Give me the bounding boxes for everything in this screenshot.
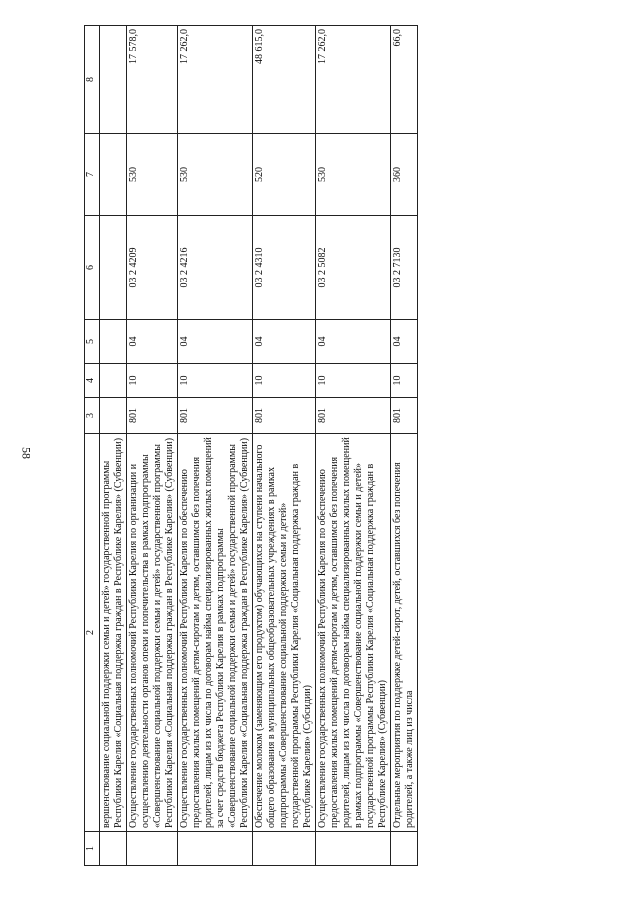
cell-section: 10 <box>391 364 418 398</box>
cell-subsection: 04 <box>127 320 178 364</box>
cell-subsection: 04 <box>391 320 418 364</box>
header-col-5: 5 <box>85 320 100 364</box>
cell-subsection: 04 <box>253 320 316 364</box>
cell-section: 10 <box>316 364 391 398</box>
cell-row-number <box>100 832 127 866</box>
cell-amount: 17 262,0 <box>178 26 253 134</box>
table-row <box>100 26 127 866</box>
table-body <box>100 26 418 866</box>
cell-target-article: 03 2 4310 <box>253 216 316 320</box>
cell-description: Отдельные мероприятия по поддержке детей-сирот, детей, оставшихся без попечения родителей, а также лиц из числа <box>391 434 418 832</box>
header-col-2: 2 <box>85 434 100 832</box>
cell-target-article: 03 2 7130 <box>391 216 418 320</box>
cell-section: 10 <box>253 364 316 398</box>
cell-section <box>100 364 127 398</box>
cell-target-article <box>100 216 127 320</box>
cell-target-article: 03 2 5082 <box>316 216 391 320</box>
cell-subsection: 04 <box>316 320 391 364</box>
cell-ministry-code <box>100 398 127 434</box>
cell-row-number <box>178 832 253 866</box>
cell-expense-type: 530 <box>316 134 391 216</box>
cell-amount: 17 262,0 <box>316 26 391 134</box>
table-row <box>178 26 253 866</box>
cell-description: вершенствование социальной поддержки семьи и детей» государственной программы Республики Карелия «Социальная поддержка граждан в Республике Карелия» (Субвенции) <box>100 434 127 832</box>
cell-description: Обеспечение молоком (заменяющим его продуктом) обучающихся на ступени начального общего образования в муниципальных общеобразовательных учреждениях в рамках подпрограммы «Совершенствование социальной поддержки семьи и детей» государственной программы Республики Карелия «Социальная поддержка граждан в Республике Карелия» (Субсидии) <box>253 434 316 832</box>
header-col-4: 4 <box>85 364 100 398</box>
header-col-1: 1 <box>85 832 100 866</box>
cell-row-number <box>391 832 418 866</box>
cell-subsection: 04 <box>178 320 253 364</box>
header-col-7: 7 <box>85 134 100 216</box>
cell-target-article: 03 2 4216 <box>178 216 253 320</box>
table-header-row <box>85 26 100 866</box>
cell-description: Осуществление государственных полномочий Республики Карелия по обеспечению предоставления жилых помещений детям-сиротам и детям, оставшимся без попечения родителей, лицам из их числа по договорам найма специализированных жилых помещений за счет средств бюджета Республики Карелия в рамках подпрограммы «Совершенствование социальной поддержки семьи и детей» государственной программы Республики Карелия «Социальная поддержка граждан в Республике Карелия» (Субвенции) <box>178 434 253 832</box>
header-col-8: 8 <box>85 26 100 134</box>
header-col-3: 3 <box>85 398 100 434</box>
cell-ministry-code: 801 <box>178 398 253 434</box>
cell-description: Осуществление государственных полномочий Республики Карелия по обеспечению предоставления жилых помещений детям-сиротам и детям, оставшимся без попечения родителей, лицам из их числа по договорам найма специализированных жилых помещений в рамках подпрограммы «Совершенствование социальной поддержки семьи и детей» государственной программы Республики Карелия «Социальная поддержка граждан в Республике Карелия» (Субвенции) <box>316 434 391 832</box>
cell-target-article: 03 2 4209 <box>127 216 178 320</box>
page-number: 58 <box>19 447 34 459</box>
cell-section: 10 <box>178 364 253 398</box>
cell-expense-type <box>100 134 127 216</box>
rotated-content <box>84 26 640 866</box>
cell-ministry-code: 801 <box>316 398 391 434</box>
cell-amount <box>100 26 127 134</box>
cell-ministry-code: 801 <box>127 398 178 434</box>
table-row <box>391 26 418 866</box>
cell-row-number <box>316 832 391 866</box>
table-row <box>127 26 178 866</box>
table-row <box>316 26 391 866</box>
cell-ministry-code: 801 <box>253 398 316 434</box>
cell-section: 10 <box>127 364 178 398</box>
cell-expense-type: 530 <box>178 134 253 216</box>
table-row <box>253 26 316 866</box>
cell-ministry-code: 801 <box>391 398 418 434</box>
cell-expense-type: 520 <box>253 134 316 216</box>
rotated-table-area <box>84 26 640 866</box>
cell-description: Осуществление государственных полномочий Республики Карелия по организации и осуществлению деятельности органов опеки и попечительства в рамках подпрограммы «Совершенствование социальной поддержки семьи и детей» государственной программы Республики Карелия «Социальная поддержка граждан в Республике Карелия» (Субвенции) <box>127 434 178 832</box>
cell-expense-type: 360 <box>391 134 418 216</box>
cell-row-number <box>253 832 316 866</box>
cell-row-number <box>127 832 178 866</box>
cell-subsection <box>100 320 127 364</box>
cell-expense-type: 530 <box>127 134 178 216</box>
cell-amount: 48 615,0 <box>253 26 316 134</box>
cell-amount: 17 578,0 <box>127 26 178 134</box>
budget-table <box>84 25 418 866</box>
cell-amount: 66,0 <box>391 26 418 134</box>
header-col-6: 6 <box>85 216 100 320</box>
